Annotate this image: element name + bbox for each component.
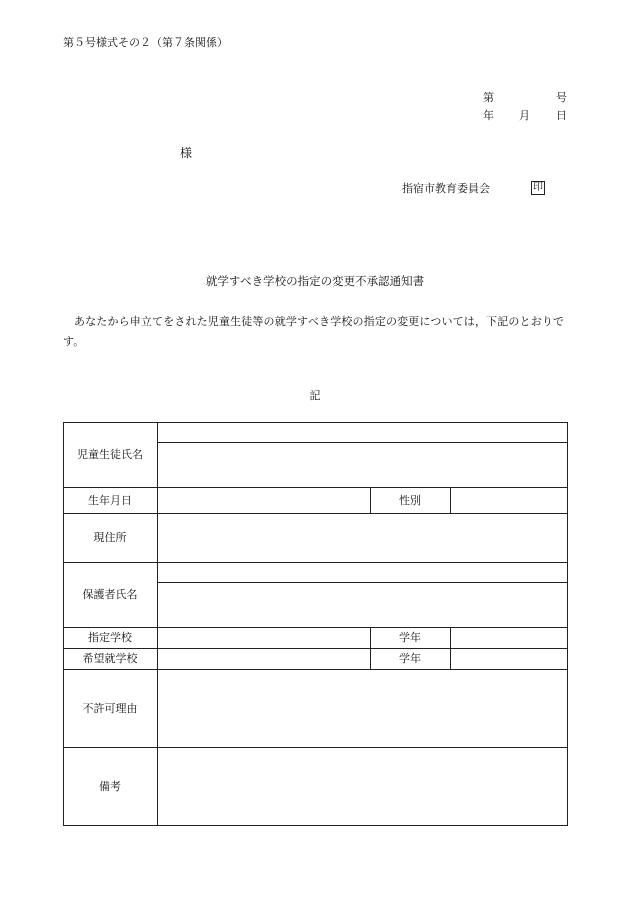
- form-number: 第５号様式その２（第７条関係）: [63, 36, 228, 49]
- label-desired-school: 希望就学校: [82, 652, 138, 665]
- addressee-honorific: 様: [180, 146, 193, 160]
- document-number-prefix: 第: [483, 91, 494, 104]
- date-year-label: 年: [483, 109, 494, 122]
- seal-stamp: 印: [533, 182, 543, 193]
- label-address: 現住所: [93, 531, 127, 544]
- ki-heading: 記: [309, 389, 321, 402]
- label-reason-denied: 不許可理由: [82, 701, 138, 715]
- label-gender: 性別: [399, 493, 421, 507]
- table-border-right: [567, 422, 568, 826]
- label-grade: 学年: [399, 652, 421, 665]
- body-text: あなたから申立てをされた児童生徒等の就学すべき学校の指定の変更については，下記のとおりです。: [63, 315, 565, 348]
- document-title: 就学すべき学校の指定の変更不承認通知書: [205, 274, 425, 288]
- table-line: [157, 422, 158, 826]
- label-birth-date: 生年月日: [88, 493, 132, 507]
- label-designated-school: 指定学校: [88, 631, 132, 644]
- table-line: [450, 627, 451, 669]
- label-grade: 学年: [399, 631, 421, 644]
- table-line: [450, 487, 451, 513]
- issuer-name: 指宿市教育委員会: [402, 182, 490, 195]
- document-number-suffix: 号: [556, 91, 567, 104]
- date-day-label: 日: [556, 109, 567, 122]
- date-month-label: 月: [519, 109, 530, 122]
- label-guardian-name: 保護者氏名: [82, 588, 138, 601]
- label-remarks: 備考: [99, 779, 121, 793]
- table-line: [157, 442, 568, 443]
- table-border-bottom: [63, 825, 568, 826]
- table-line: [157, 582, 568, 583]
- label-student-name: 児童生徒氏名: [77, 448, 143, 461]
